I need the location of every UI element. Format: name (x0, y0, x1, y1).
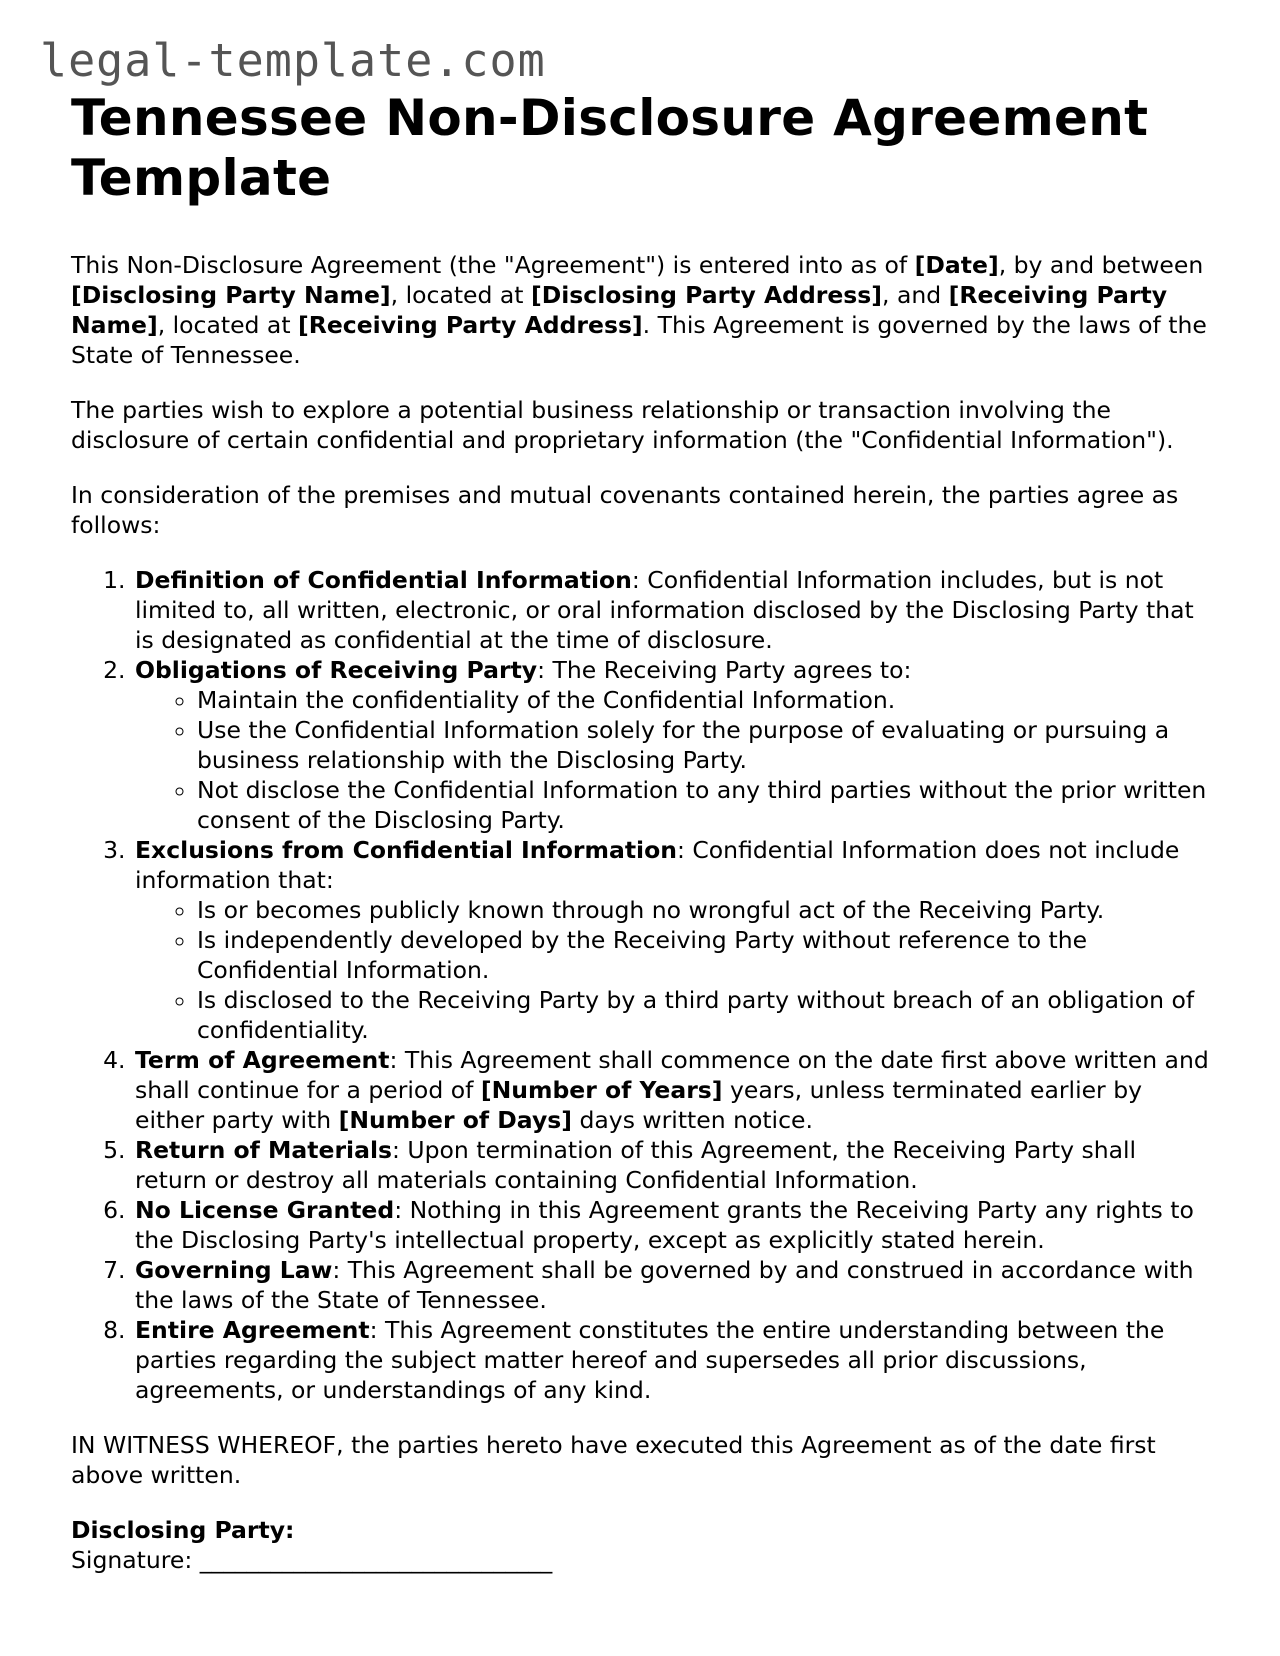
clause-item: 5. Return of Materials: Upon termination of this Agreement, the Receiving Party shall return or destroy all materials containing Confidential Information. (133, 1135, 1211, 1195)
intro-paragraph: This Non-Disclosure Agreement (the "Agreement") is entered into as of [Date], by and between [Disclosing Party Name], located at [Disclosing Party Address], and [Receiving Party Name], located at [Receiving Party Address]. This Agreement is governed by the laws of the State of Tennessee. (71, 251, 1207, 369)
consideration-paragraph: In consideration of the premises and mutual covenants contained herein, the parties agree as follows: (71, 481, 1179, 539)
clause-item: 1. Definition of Confidential Information: Confidential Information includes, but is not limited to, all written, electronic, or oral information disclosed by the Disclosing Party that is designated as confidential at the time of disclosure. (133, 565, 1211, 655)
signature-block (71, 1515, 1211, 1545)
clause-item: 4. Term of Agreement: This Agreement shall commence on the date first above written and shall continue for a period of [Number of Years] years, unless terminated earlier by either party with [Number of Days] days written notice. (133, 1045, 1211, 1135)
sub-list (135, 685, 1211, 835)
sub-list-item: ◦ Is or becomes publicly known through no wrongful act of the Receiving Party. (197, 895, 1211, 925)
signature-line: Signature: ______________________________ (71, 1546, 553, 1574)
clause-title: Return of Materials (135, 1136, 393, 1164)
disclosing-address-placeholder: [Disclosing Party Address] (530, 281, 883, 309)
clause-title: Obligations of Receiving Party (135, 656, 538, 684)
watermark-logo: legal-template.com (40, 34, 546, 87)
clause-item: 7. Governing Law: This Agreement shall be governed by and construed in accordance with the laws of the State of Tennessee. (133, 1255, 1211, 1315)
clause-title: Exclusions from Confidential Information (135, 836, 677, 864)
witness-paragraph: IN WITNESS WHEREOF, the parties hereto have executed this Agreement as of the date first above written. (71, 1431, 1156, 1489)
sub-list-item: ◦ Use the Confidential Information solely for the purpose of evaluating or pursuing a business relationship with the Disclosing Party. (197, 715, 1211, 775)
document-title: Tennessee Non-Disclosure Agreement Template (71, 89, 1149, 207)
sub-list-item: ◦ Not disclose the Confidential Information to any third parties without the prior written consent of the Disclosing Party. (197, 775, 1211, 835)
clause-list (71, 565, 1211, 1405)
purpose-paragraph: The parties wish to explore a potential business relationship or transaction involving the disclosure of certain confidential and proprietary information (the "Confidential Information"). (71, 396, 1174, 454)
disclosing-name-placeholder: [Disclosing Party Name] (71, 281, 391, 309)
clause-item: 2. Obligations of Receiving Party: The Receiving Party agrees to: ◦ Maintain the confidentiality of the Confidential Information. ◦ Use the Confidential Information solely for the purpose of evaluating or pursuing a business relationship with the Disclosing Party. ◦ Not disclose the Confidential Information to any third parties without the prior written consent of the Disclosing Party. (133, 655, 1211, 835)
years-placeholder: [Number of Years] (480, 1076, 723, 1104)
sub-list-item: ◦ Is independently developed by the Receiving Party without reference to the Confidential Information. (197, 925, 1211, 985)
clause-item: 6. No License Granted: Nothing in this Agreement grants the Receiving Party any rights to the Disclosing Party's intellectual property, except as explicitly stated herein. (133, 1195, 1211, 1255)
clause-title: Governing Law (135, 1256, 333, 1284)
sub-list (135, 895, 1211, 1045)
clause-title: No License Granted (135, 1196, 395, 1224)
clause-title: Entire Agreement (135, 1316, 370, 1344)
date-placeholder: [Date] (914, 251, 999, 279)
days-placeholder: [Number of Days] (338, 1106, 572, 1134)
clause-item: 8. Entire Agreement: This Agreement constitutes the entire understanding between the parties regarding the subject matter hereof and supersedes all prior discussions, agreements, or understandings of any kind. (133, 1315, 1211, 1405)
disclosing-party-label: Disclosing Party: (71, 1516, 295, 1544)
document-body (71, 88, 1211, 1575)
clause-title: Term of Agreement (135, 1046, 390, 1074)
receiving-address-placeholder: [Receiving Party Address] (298, 311, 643, 339)
receiving-name-placeholder: [Receiving Party Name] (71, 281, 1168, 339)
sub-list-item: ◦ Is disclosed to the Receiving Party by a third party without breach of an obligation of confidentiality. (197, 985, 1211, 1045)
clause-title: Definition of Confidential Information (135, 566, 632, 594)
clause-item: 3. Exclusions from Confidential Information: Confidential Information does not include information that: ◦ Is or becomes publicly known through no wrongful act of the Receiving Party. ◦ Is independently developed by the Receiving Party without reference to the Confidential Information. ◦ Is disclosed to the Receiving Party by a third party without breach of an obligation of confidentiality. (133, 835, 1211, 1045)
sub-list-item: ◦ Maintain the confidentiality of the Confidential Information. (197, 685, 1211, 715)
